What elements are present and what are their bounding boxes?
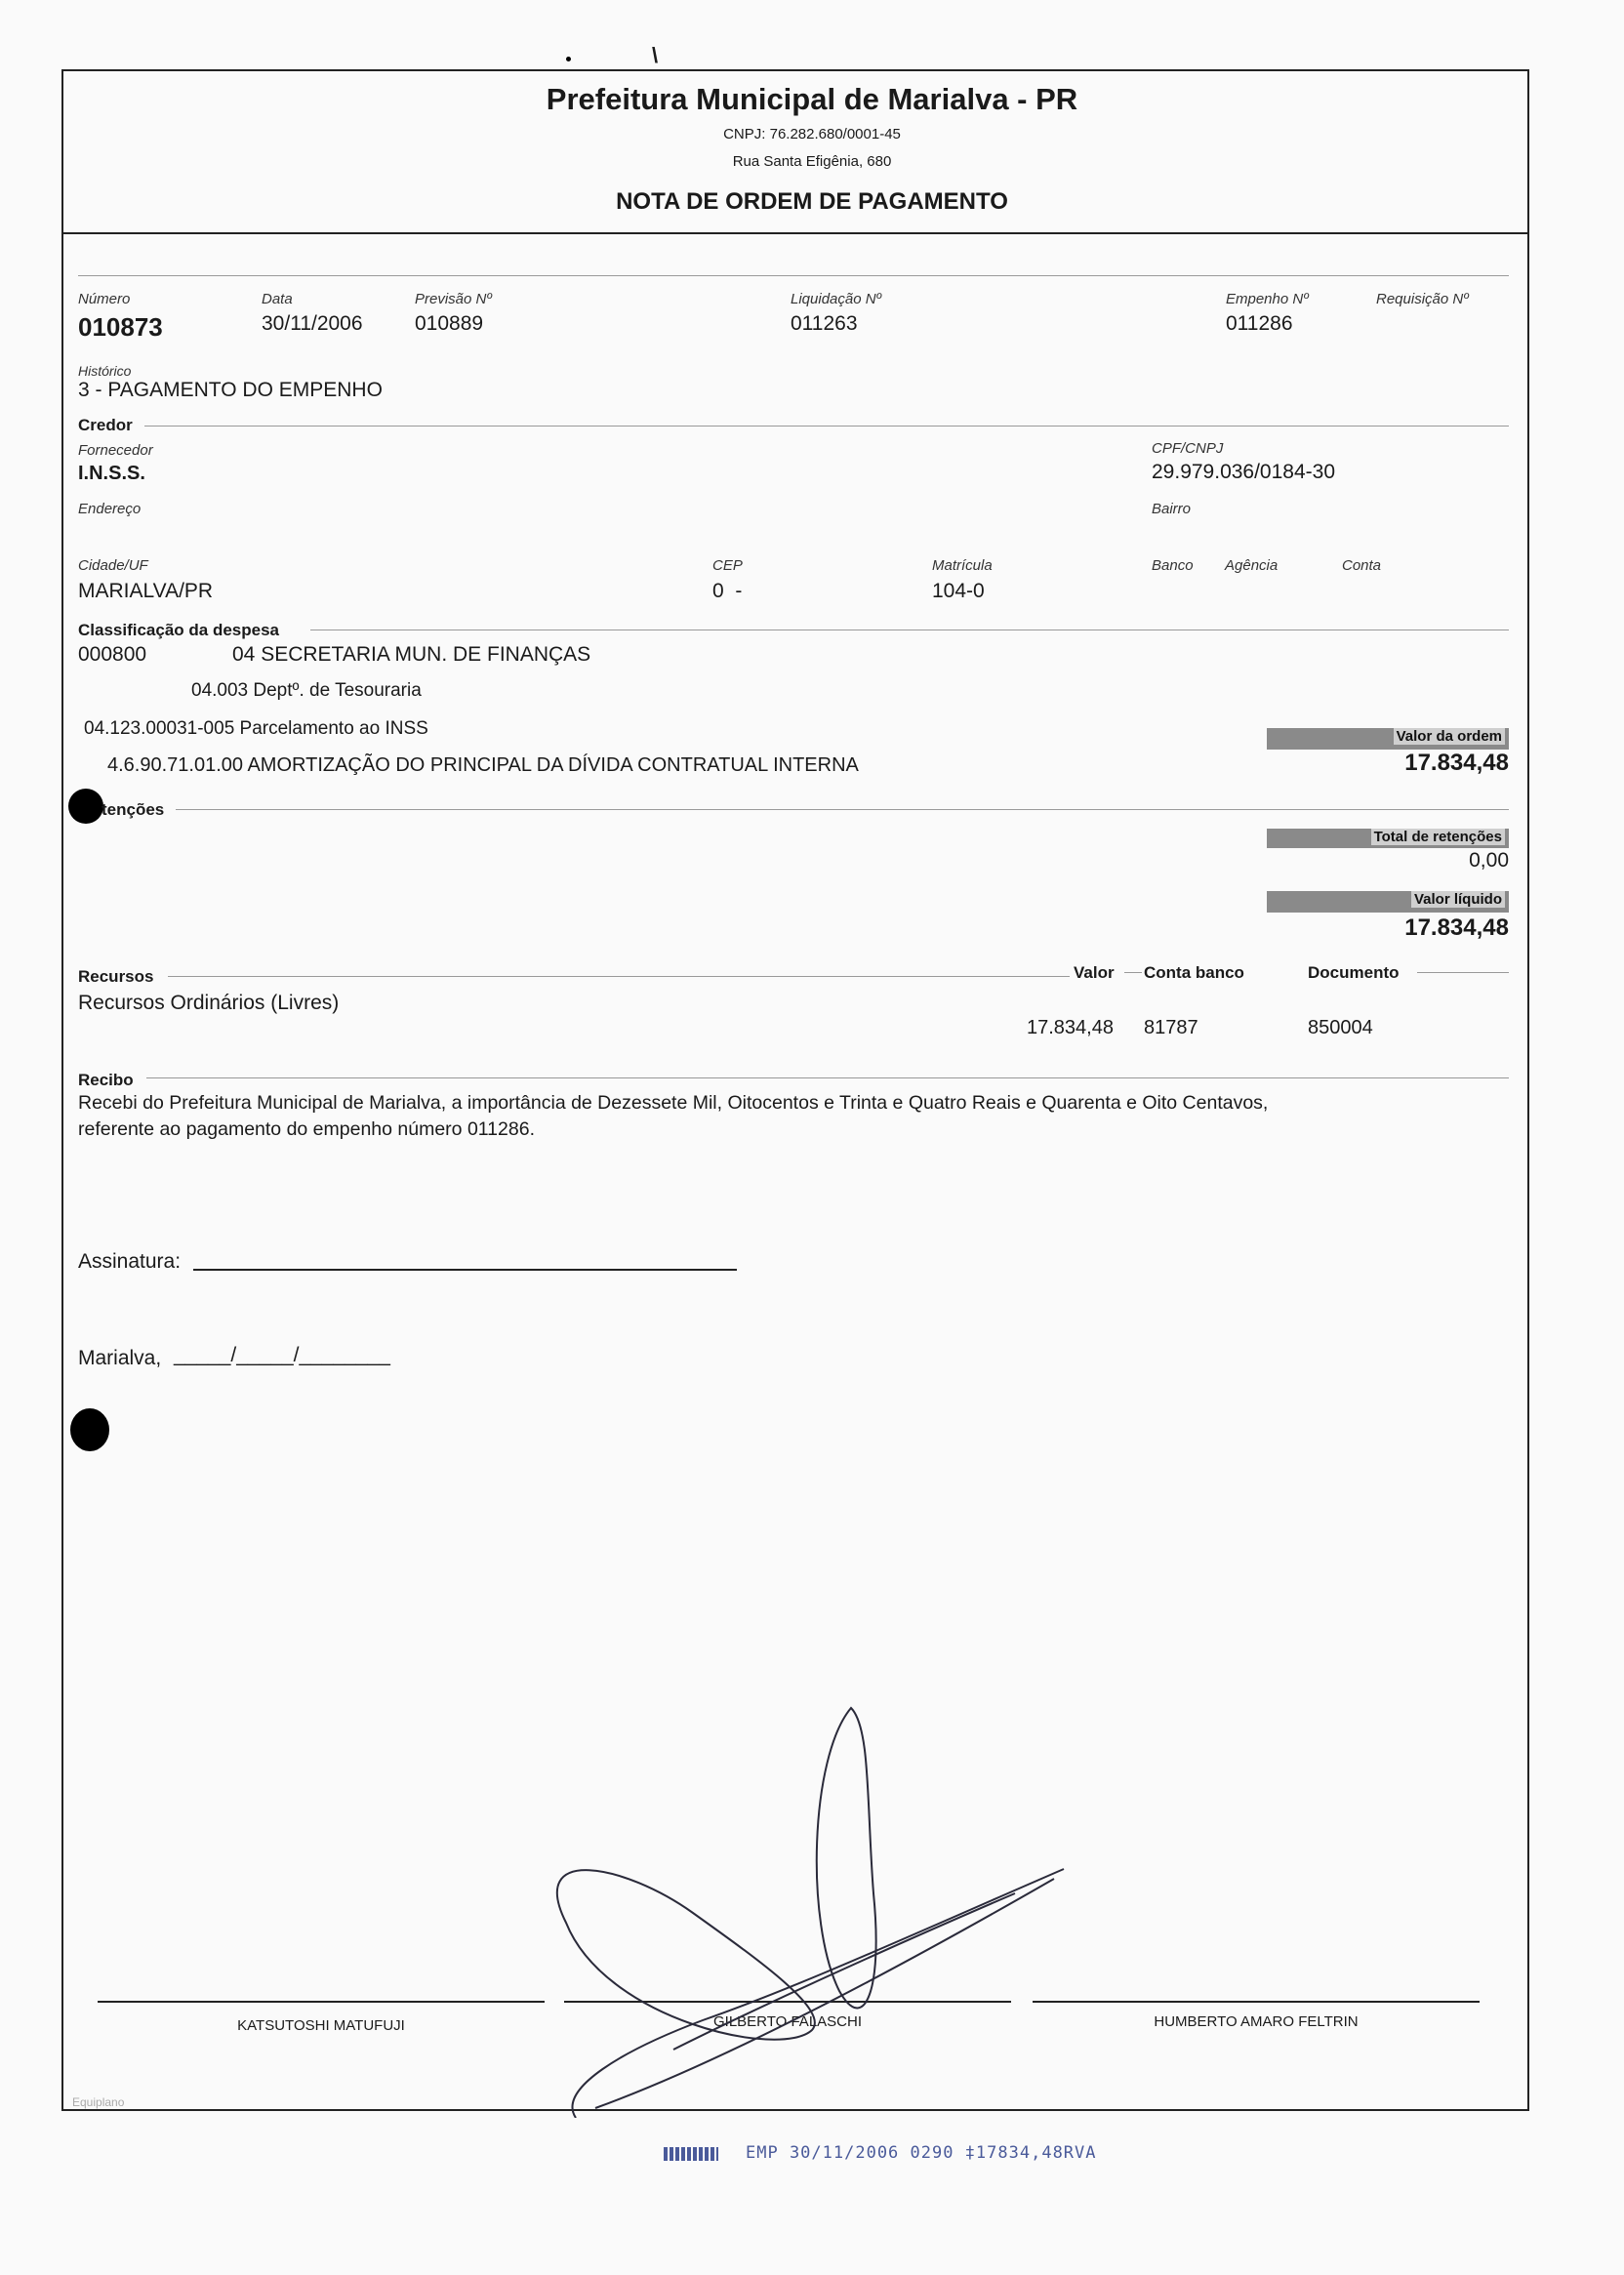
recursos-valor-col: Valor [1074,963,1115,982]
recibo-text-line-1: Recebi do Prefeitura Municipal de Marialva, a importância de Dezessete Mil, Oitocentos e Trinta e Quatro Reais e Quarenta e Oito Centavos, [78,1092,1269,1114]
section-rule [78,275,1509,276]
valor-ordem-band [1267,728,1509,750]
cnpj-line: CNPJ: 76.282.680/0001-45 [723,126,901,142]
barcode-icon [664,2147,718,2161]
document-title: NOTA DE ORDEM DE PAGAMENTO [616,188,1008,215]
conta-label: Conta [1342,557,1382,574]
recursos-documento-col: Documento [1308,963,1400,982]
punch-hole [70,1408,109,1451]
payment-stamp: EMP 30/11/2006 0290 ‡17834,48RVA [746,2143,1097,2163]
recursos-documento: 850004 [1308,1017,1373,1038]
numero-label: Número [78,291,131,307]
cpf-label: CPF/CNPJ [1152,440,1224,457]
valor-liquido-band [1267,891,1509,913]
assinatura-label: Assinatura: [78,1250,182,1273]
liquidacao-value: 011263 [791,312,858,335]
matricula-value: 104-0 [932,580,985,602]
banco-label: Banco [1152,557,1194,574]
previsao-value: 010889 [415,312,484,335]
fornecedor-value: I.N.S.S. [78,463,145,484]
recursos-valor: 17.834,48 [1027,1017,1114,1038]
cidade-label: Cidade/UF [78,557,148,574]
numero-value: 010873 [78,312,163,342]
section-rule [144,426,1509,427]
signature-line-left [98,2001,545,2003]
handwritten-signature [508,1698,1093,2118]
header-separator [61,232,1529,234]
secretaria-value: 04 SECRETARIA MUN. DE FINANÇAS [232,643,591,666]
elemento-value: 4.6.90.71.01.00 AMORTIZAÇÃO DO PRINCIPAL DA DÍVIDA CONTRATUAL INTERNA [107,754,859,776]
empenho-label: Empenho Nº [1226,291,1309,307]
date-blank: _____/_____/________ [174,1344,390,1366]
previsao-label: Previsão Nº [415,291,492,307]
address-line: Rua Santa Efigênia, 680 [732,153,892,170]
local-label: Marialva, [78,1347,162,1369]
assinatura-line [193,1269,737,1271]
matricula-label: Matrícula [932,557,993,574]
retencoes-section-title: tenções [102,800,165,819]
cidade-value: MARIALVA/PR [78,580,214,602]
section-rule [176,809,1509,810]
historico-value: 3 - PAGAMENTO DO EMPENHO [78,379,383,401]
departamento-value: 04.003 Deptº. de Tesouraria [191,680,422,701]
classificacao-section-title: Classificação da despesa [78,621,280,639]
classificacao-code: 000800 [78,643,147,666]
agencia-label: Agência [1225,557,1279,574]
total-retencoes-value: 0,00 [1469,849,1509,872]
section-rule [1417,972,1509,973]
signatory-right: HUMBERTO AMARO FELTRIN [1154,2013,1359,2030]
signatory-center: GILBERTO FALASCHI [713,2013,862,2030]
section-rule [146,1077,1509,1078]
valor-ordem-label: Valor da ordem [1394,728,1505,745]
recursos-conta-col: Conta banco [1144,963,1244,982]
signature-line-right [1033,2001,1480,2003]
liquidacao-label: Liquidação Nº [791,291,882,307]
recibo-section-title: Recibo [78,1071,134,1089]
total-retencoes-band [1267,829,1509,848]
cep-value: 0 - [712,580,743,602]
data-value: 30/11/2006 [262,312,363,335]
cpf-value: 29.979.036/0184-30 [1152,461,1336,483]
data-label: Data [262,291,293,307]
historico-label: Histórico [78,363,132,379]
signatory-left: KATSUTOSHI MATUFUJI [237,2017,405,2034]
page-title: Prefeitura Municipal de Marialva - PR [546,82,1078,116]
recursos-fonte: Recursos Ordinários (Livres) [78,992,340,1014]
programa-value: 04.123.00031-005 Parcelamento ao INSS [84,718,428,739]
fornecedor-label: Fornecedor [78,442,153,459]
valor-liquido-label: Valor líquido [1411,891,1505,908]
credor-section-title: Credor [78,416,133,434]
punch-hole [68,789,103,824]
section-rule [168,976,1070,977]
recibo-text-line-2: referente ao pagamento do empenho número 011286. [78,1118,535,1140]
total-retencoes-label: Total de retenções [1371,829,1505,845]
requisicao-label: Requisição Nº [1376,291,1469,307]
recursos-section-title: Recursos [78,967,154,986]
empenho-value: 011286 [1226,312,1293,335]
scan-mark: \ [652,43,659,67]
valor-ordem-value: 17.834,48 [1404,750,1509,776]
section-rule [1124,972,1142,973]
valor-liquido-value: 17.834,48 [1404,914,1509,941]
recursos-conta: 81787 [1144,1017,1198,1038]
endereco-label: Endereço [78,501,142,517]
bairro-label: Bairro [1152,501,1192,517]
cep-label: CEP [712,557,743,574]
vendor-label: Equiplano [72,2095,125,2109]
scan-mark [566,57,571,61]
